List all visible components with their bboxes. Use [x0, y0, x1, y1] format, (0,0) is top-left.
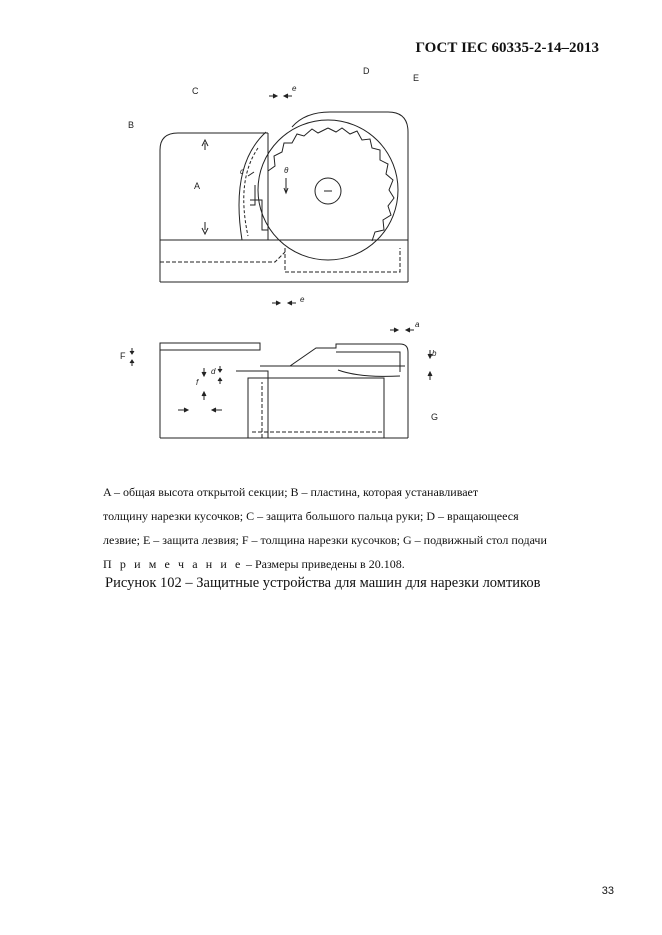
legend-note: [103, 552, 623, 576]
label-f: f: [196, 378, 199, 387]
label-e-mid: e: [300, 295, 305, 304]
note-prefix: П р и м е ч а н и е: [103, 557, 243, 571]
label-A: A: [194, 181, 201, 191]
legend-line-3: лезвие; E – защита лезвия; F – толщина нарезки кусочков; G – подвижный стол подачи: [103, 533, 547, 547]
document-header: ГОСТ IEC 60335-2-14–2013: [415, 40, 599, 56]
label-theta: θ: [284, 166, 289, 175]
label-e-top: e: [292, 84, 297, 93]
label-a: a: [415, 320, 420, 329]
figure-caption: Рисунок 102 – Защитные устройства для машин для нарезки ломтиков: [105, 575, 541, 591]
label-F: F: [120, 351, 126, 361]
page-number: 33: [601, 885, 614, 897]
legend-line-2: толщину нарезки кусочков; C – защита большого пальца руки; D – вращающееся: [103, 509, 519, 523]
legend-line-1: A – общая высота открытой секции; B – пластина, которая устанавливает: [103, 485, 479, 499]
label-d: d: [211, 367, 216, 376]
label-c: c: [240, 167, 244, 176]
figure-legend: [103, 480, 623, 576]
label-G: G: [431, 412, 439, 422]
label-b: b: [432, 349, 437, 358]
label-D: D: [363, 66, 370, 76]
label-C: C: [192, 86, 199, 96]
label-E: E: [413, 73, 420, 83]
note-text: – Размеры приведены в 20.108.: [242, 557, 405, 571]
label-B: B: [128, 120, 135, 130]
